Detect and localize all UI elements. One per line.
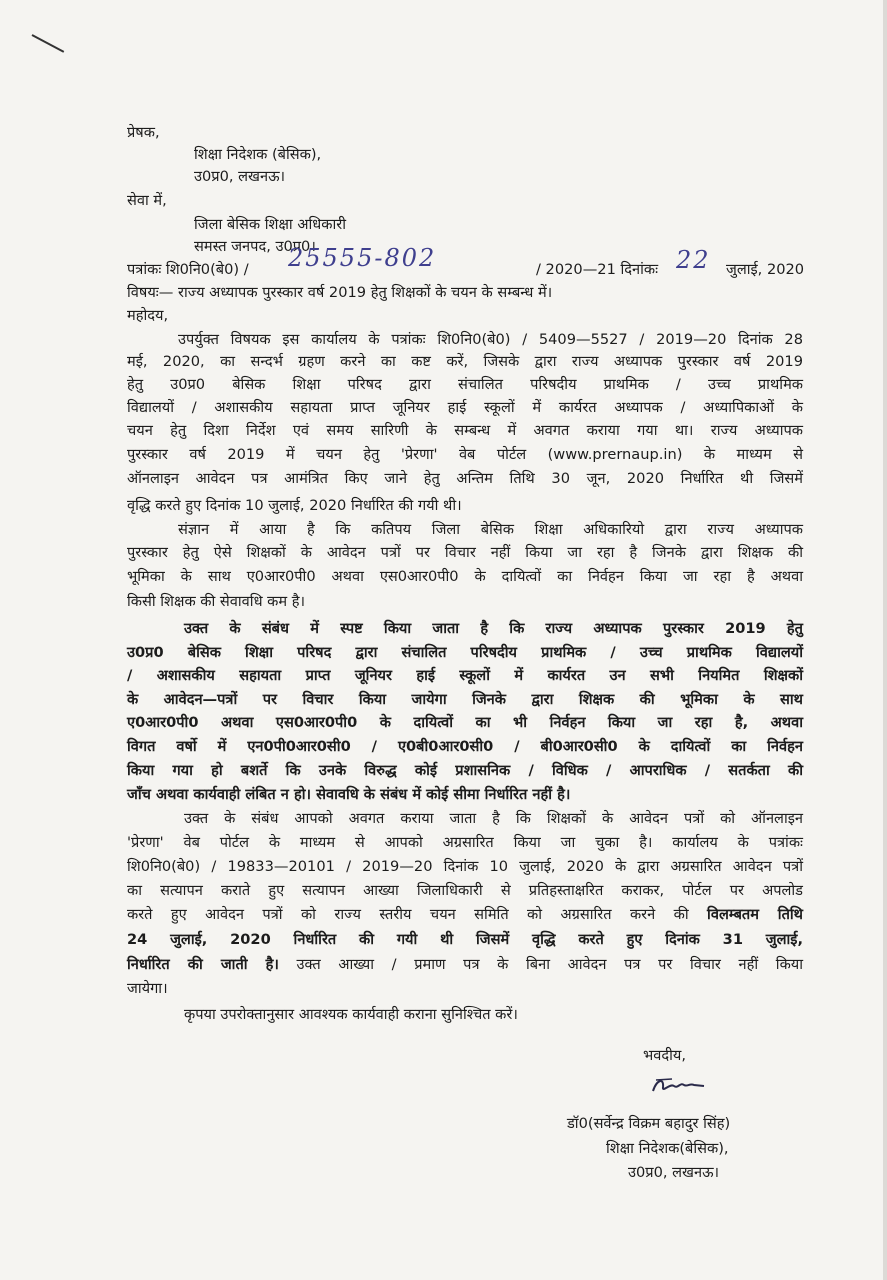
page-edge bbox=[883, 0, 887, 1280]
pen-mark bbox=[32, 34, 65, 53]
para4-line: जायेगा। bbox=[127, 980, 168, 997]
subject-line: विषयः— राज्य अध्यापक पुरस्कार वर्ष 2019 हेतु शिक्षकों के चयन के सम्बन्ध में। bbox=[127, 284, 553, 301]
para1-line: ऑनलाइन आवेदन पत्र आमंत्रित किए जाने हेतु अन्तिम तिथि 30 जून, 2020 निर्धारित थी जिसमें bbox=[127, 470, 803, 487]
para4-line: 'प्रेरणा' वेब पोर्टल के माध्यम से आपको अग्रसारित किया जा चुका है। कार्यालय के पत्रांकः bbox=[127, 834, 803, 851]
ref-number-handwritten: 25555-802 bbox=[288, 244, 437, 272]
to-place: समस्त जनपद, उ0प्र0। bbox=[194, 238, 316, 255]
signatory-designation: शिक्षा निदेशक(बेसिक), bbox=[606, 1140, 729, 1157]
para4-line bbox=[127, 955, 803, 975]
para4-line: शि0नि0(बे0) / 19833—20101 / 2019—20 दिनांक 10 जुलाई, 2020 के द्वारा अग्रसारित आवेदन पत्रों bbox=[127, 858, 803, 875]
valediction: भवदीय, bbox=[643, 1047, 687, 1064]
para1-line: उपर्युक्त विषयक इस कार्यालय के पत्रांकः शि0नि0(बे0) / 5409—5527 / 2019—20 दिनांक 28 bbox=[178, 331, 803, 348]
sender-place: उ0प्र0, लखनऊ। bbox=[194, 168, 286, 185]
para3-line: के आवेदन—पत्रों पर विचार किया जायेगा जिनके द्वारा शिक्षक की भूमिका के साथ bbox=[127, 691, 803, 708]
to-name: जिला बेसिक शिक्षा अधिकारी bbox=[194, 216, 346, 233]
para4-line7-text: उक्त आख्या / प्रमाण पत्र के बिना आवेदन पत्र पर विचार नहीं किया bbox=[296, 956, 804, 973]
para1-line: हेतु उ0प्र0 बेसिक शिक्षा परिषद द्वारा संचालित परिषदीय प्राथमिक / उच्च प्राथमिक bbox=[127, 376, 803, 393]
salutation: महोदय, bbox=[127, 307, 169, 324]
para4-line: उक्त के संबंध आपको अवगत कराया जाता है कि शिक्षकों के आवेदन पत्रों को ऑनलाइन bbox=[184, 810, 803, 827]
para1-line: विद्यालयों / अशासकीय सहायता प्राप्त जूनियर हाई स्कूलों में कार्यरत अध्यापक / अध्यापिकाओं के bbox=[127, 399, 803, 416]
sender-name: शिक्षा निदेशक (बेसिक), bbox=[194, 146, 322, 163]
para2-line: पुरस्कार हेतु ऐसे शिक्षकों के आवेदन पत्रों पर विचार नहीं किया जा रहा है जिनके द्वारा शिक्षक की bbox=[127, 544, 803, 561]
signatory-place: उ0प्र0, लखनऊ। bbox=[628, 1164, 720, 1181]
para3-line: उ0प्र0 बेसिक शिक्षा परिषद द्वारा संचालित परिषदीय प्राथमिक / उच्च प्राथमिक विद्यालयों bbox=[127, 644, 803, 661]
ref-prefix: पत्रांकः शि0नि0(बे0) / bbox=[127, 261, 249, 278]
para4-line7-bold: निर्धारित की जाती है। bbox=[127, 956, 279, 973]
para1-line: चयन हेतु दिशा निर्देश एवं समय सारिणी के सम्बन्ध में अवगत कराया गया था। राज्य अध्यापक bbox=[127, 422, 803, 439]
ref-day-handwritten: 22 bbox=[676, 246, 711, 274]
to-label: सेवा में, bbox=[127, 192, 167, 209]
para2-line: भूमिका के साथ ए0आर0पी0 अथवा एस0आर0पी0 के दायित्वों का निर्वहन किया जा रहा है अथवा bbox=[127, 568, 803, 585]
para2-line: संज्ञान में आया है कि कतिपय जिला बेसिक शिक्षा अधिकारियो द्वारा राज्य अध्यापक bbox=[178, 521, 803, 538]
para3-line: / अशासकीय सहायता प्राप्त जूनियर हाई स्कूलों में कार्यरत उन सभी नियमित शिक्षकों bbox=[127, 667, 803, 684]
handwritten-signature bbox=[650, 1074, 706, 1096]
para3-line: ए0आर0पी0 अथवा एस0आर0पी0 के दायित्वों का भी निर्वहन किया जा रहा है, अथवा bbox=[127, 714, 803, 731]
para4-line: का सत्यापन कराते हुए सत्यापन आख्या जिलाधिकारी से प्रतिहस्ताक्षरित कराकर, पोर्टल पर अपलोड bbox=[127, 882, 803, 899]
para3-line: जाँच अथवा कार्यवाही लंबित न हो। सेवावधि के संबंध में कोई सीमा निर्धारित नहीं है। bbox=[127, 786, 571, 803]
para3-line: उक्त के संबंध में स्पष्ट किया जाता है कि राज्य अध्यापक पुरस्कार 2019 हेतु bbox=[184, 620, 803, 637]
closing-request: कृपया उपरोक्तानुसार आवश्यक कार्यवाही कराना सुनिश्चित करें। bbox=[184, 1006, 518, 1023]
para3-line: विगत वर्षो में एन0पी0आर0सी0 / ए0बी0आर0सी0 / बी0आर0सी0 के दायित्वों का निर्वहन bbox=[127, 738, 803, 755]
ref-month-year: जुलाई, 2020 bbox=[726, 261, 805, 278]
para4-line5-bold: विलम्बतम तिथि bbox=[707, 906, 804, 923]
para1-line: पुरस्कार वर्ष 2019 में चयन हेतु 'प्रेरणा' वेब पोर्टल (www.prernaup.in) के माध्यम से bbox=[127, 446, 803, 463]
para4-line: 24 जुलाई, 2020 निर्धारित की गयी थी जिसमें वृद्धि करते हुए दिनांक 31 जुलाई, bbox=[127, 931, 803, 948]
para2-line: किसी शिक्षक की सेवावधि कम है। bbox=[127, 593, 306, 610]
sender-label: प्रेषक, bbox=[127, 124, 160, 141]
para1-line: मई, 2020, का सन्दर्भ ग्रहण करने का कष्ट करें, जिसके द्वारा राज्य अध्यापक पुरस्कार वर्ष 2019 bbox=[127, 353, 803, 370]
para3-line: किया गया हो बशर्ते कि उनके विरुद्ध कोई प्रशासनिक / विधिक / आपराधिक / सतर्कता की bbox=[127, 762, 803, 779]
para4-line5-text: करते हुए आवेदन पत्रों को राज्य स्तरीय चयन समिति को अग्रसारित करने की bbox=[127, 906, 689, 923]
para4-line bbox=[127, 905, 803, 925]
signatory-name: डॉ0(सर्वेन्द्र विक्रम बहादुर सिंह) bbox=[567, 1115, 731, 1132]
ref-year-date-label: / 2020—21 दिनांकः bbox=[536, 261, 659, 278]
para1-line: वृद्धि करते हुए दिनांक 10 जुलाई, 2020 निर्धारित की गयी थी। bbox=[127, 497, 462, 514]
